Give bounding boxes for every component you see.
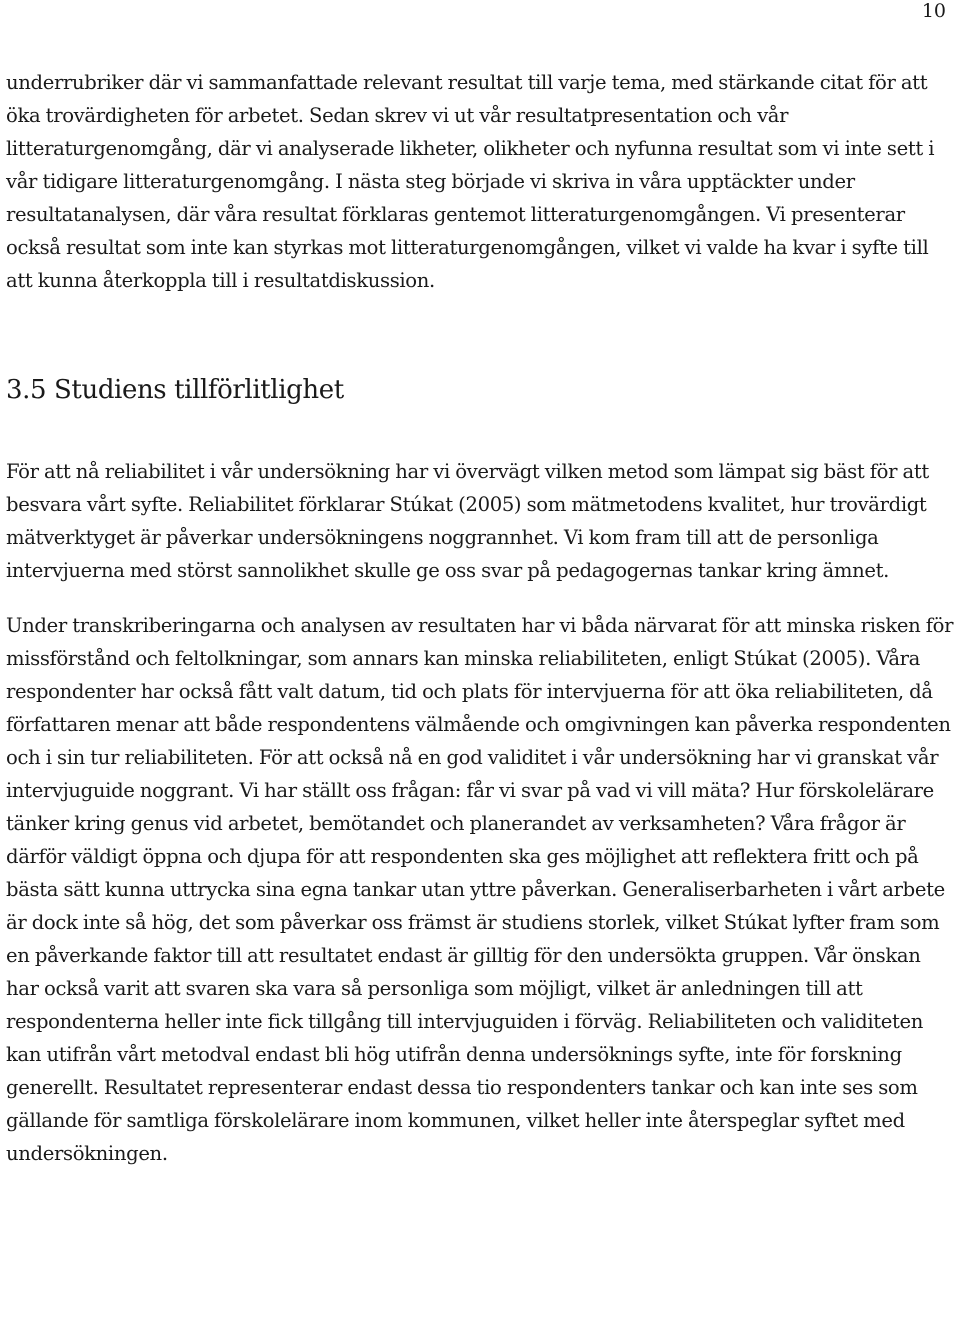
paragraph-reliability: För att nå reliabilitet i vår undersökning har vi övervägt vilken metod som lämpat sig bäst för att besvara vårt syfte. Reliabilitet förklarar Stúkat (2005) som mätmetodens kvalitet, hur trovärdigt mätverktyget är påverkar undersökningens noggrannhet. Vi kom fram till att de personliga intervjuerna med störst sannolikhet skulle ge oss svar på pedagogernas tankar kring ämnet. [6,460,929,582]
paragraph-intro: underrubriker där vi sammanfattade relevant resultat till varje tema, med stärkande citat för att öka trovärdigheten för arbetet. Sedan skrev vi ut vår resultatpresentation och vår litteraturgenomgång, där vi analyserade likheter, olikheter och nyfunna resultat som vi inte sett i vår tidigare litteraturgenomgång. I nästa steg började vi skriva in våra upptäckter under resultatanalysen, där våra resultat förklaras gentemot litteraturgenomgången. Vi presenterar också resultat som inte kan styrkas mot litteraturgenomgången, vilket vi valde ha kvar i syfte till att kunna återkoppla till i resultatdiskussion. [6,71,935,292]
paragraph-transcription: Under transkriberingarna och analysen av resultaten har vi båda närvarat för att minska risken för missförstånd och feltolkningar, som annars kan minska reliabiliteten, enligt Stúkat (2005). Våra respondenter har också fått valt datum, tid och plats för intervjuerna för att öka reliabiliteten, då författaren menar att både respondentens välmående och omgivningen kan påverka respondenten och i sin tur reliabiliteten. För att också nå en god validitet i vår undersökning har vi granskat vår intervjuguide noggrant. Vi har ställt oss frågan: får vi svar på vad vi vill mäta? Hur förskolelärare tänker kring genus vid arbetet, bemötandet och planerandet av verksamheten? Våra frågor är därför väldigt öppna och djupa för att respondenten ska ges möjlighet att reflektera fritt och på bästa sätt kunna uttrycka sina egna tankar utan yttre påverkan. Generaliserbarheten i vårt arbete är dock inte så hög, det som påverkar oss främst är studiens storlek, vilket Stúkat lyfter fram som en påverkande faktor till att resultatet endast är gilltig för den undersökta gruppen. Vår önskan har också varit att svaren ska vara så personliga som möjligt, vilket är anledningen till att respondenterna heller inte fick tillgång till intervjuguiden i förväg. Reliabiliteten och validiteten kan utifrån vårt metodval endast bli hög utifrån denna undersöknings syfte, inte för forskning generellt. Resultatet representerar endast dessa tio respondenters tankar och kan inte ses som gällande för samtliga förskolelärare inom kommunen, vilket heller inte återspeglar syftet med undersökningen. [6,614,954,1165]
page-content [6,66,956,1170]
page-number: 10 [921,0,946,22]
section-heading: 3.5 Studiens tillförlitlighet [6,375,344,405]
